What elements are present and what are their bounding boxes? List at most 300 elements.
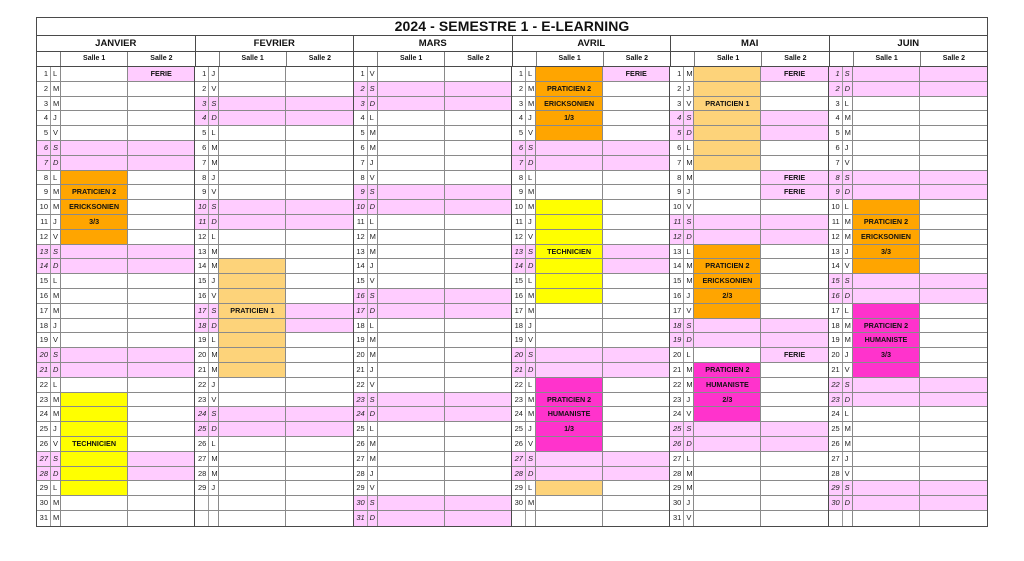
- salle-1-cell[interactable]: [60, 111, 127, 125]
- salle-1-cell[interactable]: [693, 111, 760, 125]
- salle-2-cell[interactable]: [127, 422, 194, 436]
- salle-1-cell[interactable]: 2/3: [693, 393, 760, 407]
- salle-2-cell[interactable]: [919, 200, 987, 214]
- salle-1-cell[interactable]: [535, 467, 602, 481]
- salle-2-cell[interactable]: [285, 230, 352, 244]
- salle-2-cell[interactable]: [127, 407, 194, 421]
- salle-1-cell[interactable]: [852, 378, 920, 392]
- salle-2-cell[interactable]: [127, 97, 194, 111]
- salle-2-cell[interactable]: [285, 437, 352, 451]
- salle-2-cell[interactable]: [760, 407, 827, 421]
- salle-1-cell[interactable]: [852, 111, 920, 125]
- salle-1-cell[interactable]: [377, 245, 444, 259]
- salle-1-cell[interactable]: [218, 200, 285, 214]
- salle-1-cell[interactable]: [693, 156, 760, 170]
- salle-1-cell[interactable]: ERICKSONIEN: [60, 200, 127, 214]
- salle-2-cell[interactable]: [602, 245, 669, 259]
- salle-2-cell[interactable]: [602, 259, 669, 273]
- salle-2-cell[interactable]: [444, 407, 511, 421]
- salle-1-cell[interactable]: [535, 348, 602, 362]
- salle-2-cell[interactable]: [602, 481, 669, 495]
- salle-1-cell[interactable]: [693, 452, 760, 466]
- salle-1-cell[interactable]: [218, 141, 285, 155]
- salle-2-cell[interactable]: [127, 511, 194, 526]
- salle-1-cell[interactable]: [218, 378, 285, 392]
- salle-1-cell[interactable]: [377, 171, 444, 185]
- salle-2-cell[interactable]: [602, 156, 669, 170]
- salle-2-cell[interactable]: [285, 111, 352, 125]
- salle-2-cell[interactable]: [444, 511, 511, 526]
- salle-2-cell[interactable]: [285, 452, 352, 466]
- salle-1-cell[interactable]: [218, 467, 285, 481]
- salle-1-cell[interactable]: PRATICIEN 2: [693, 259, 760, 273]
- salle-1-cell[interactable]: [377, 259, 444, 273]
- salle-1-cell[interactable]: [60, 171, 127, 185]
- salle-2-cell[interactable]: [127, 156, 194, 170]
- salle-2-cell[interactable]: [444, 496, 511, 510]
- salle-2-cell[interactable]: [602, 304, 669, 318]
- salle-2-cell[interactable]: [444, 363, 511, 377]
- salle-1-cell[interactable]: [852, 67, 920, 81]
- salle-2-cell[interactable]: [760, 333, 827, 347]
- salle-1-cell[interactable]: [377, 319, 444, 333]
- salle-2-cell[interactable]: [444, 111, 511, 125]
- salle-2-cell[interactable]: [760, 437, 827, 451]
- salle-1-cell[interactable]: [377, 97, 444, 111]
- salle-2-cell[interactable]: [919, 111, 987, 125]
- salle-1-cell[interactable]: [60, 348, 127, 362]
- salle-1-cell[interactable]: [852, 97, 920, 111]
- salle-2-cell[interactable]: [285, 141, 352, 155]
- salle-1-cell[interactable]: [693, 215, 760, 229]
- salle-2-cell[interactable]: [127, 259, 194, 273]
- salle-1-cell[interactable]: [218, 259, 285, 273]
- salle-2-cell[interactable]: [444, 185, 511, 199]
- salle-2-cell[interactable]: [444, 452, 511, 466]
- salle-2-cell[interactable]: [285, 156, 352, 170]
- salle-1-cell[interactable]: [535, 333, 602, 347]
- salle-2-cell[interactable]: [444, 156, 511, 170]
- salle-1-cell[interactable]: HUMANISTE: [693, 378, 760, 392]
- salle-2-cell[interactable]: [127, 333, 194, 347]
- salle-2-cell[interactable]: [127, 274, 194, 288]
- salle-2-cell[interactable]: [760, 156, 827, 170]
- salle-2-cell[interactable]: [285, 422, 352, 436]
- salle-2-cell[interactable]: [602, 215, 669, 229]
- salle-2-cell[interactable]: [127, 200, 194, 214]
- salle-1-cell[interactable]: 3/3: [60, 215, 127, 229]
- salle-1-cell[interactable]: [377, 407, 444, 421]
- salle-1-cell[interactable]: [852, 304, 920, 318]
- salle-2-cell[interactable]: [127, 171, 194, 185]
- salle-2-cell[interactable]: [919, 171, 987, 185]
- salle-1-cell[interactable]: [693, 511, 760, 526]
- salle-2-cell[interactable]: [602, 141, 669, 155]
- salle-2-cell[interactable]: [760, 215, 827, 229]
- salle-1-cell[interactable]: [218, 215, 285, 229]
- salle-2-cell[interactable]: [127, 363, 194, 377]
- salle-2-cell[interactable]: [760, 496, 827, 510]
- salle-1-cell[interactable]: [218, 511, 285, 526]
- salle-1-cell[interactable]: [60, 363, 127, 377]
- salle-2-cell[interactable]: [602, 185, 669, 199]
- salle-2-cell[interactable]: [602, 171, 669, 185]
- salle-2-cell[interactable]: [919, 82, 987, 96]
- salle-1-cell[interactable]: [535, 481, 602, 495]
- salle-1-cell[interactable]: [852, 393, 920, 407]
- salle-2-cell[interactable]: FERIE: [760, 67, 827, 81]
- salle-2-cell[interactable]: [919, 348, 987, 362]
- salle-2-cell[interactable]: [760, 274, 827, 288]
- salle-1-cell[interactable]: [60, 422, 127, 436]
- salle-1-cell[interactable]: [535, 378, 602, 392]
- salle-2-cell[interactable]: [444, 481, 511, 495]
- salle-2-cell[interactable]: [127, 215, 194, 229]
- salle-2-cell[interactable]: [444, 215, 511, 229]
- salle-2-cell[interactable]: [127, 82, 194, 96]
- salle-2-cell[interactable]: [760, 393, 827, 407]
- salle-2-cell[interactable]: [285, 289, 352, 303]
- salle-1-cell[interactable]: [693, 230, 760, 244]
- salle-1-cell[interactable]: 2/3: [693, 289, 760, 303]
- salle-1-cell[interactable]: [218, 171, 285, 185]
- salle-2-cell[interactable]: [127, 348, 194, 362]
- salle-2-cell[interactable]: [760, 245, 827, 259]
- salle-2-cell[interactable]: [919, 230, 987, 244]
- salle-2-cell[interactable]: [285, 407, 352, 421]
- salle-1-cell[interactable]: [60, 393, 127, 407]
- salle-2-cell[interactable]: [919, 363, 987, 377]
- salle-1-cell[interactable]: [60, 230, 127, 244]
- salle-2-cell[interactable]: [127, 245, 194, 259]
- salle-1-cell[interactable]: [535, 141, 602, 155]
- salle-1-cell[interactable]: [377, 215, 444, 229]
- salle-1-cell[interactable]: [535, 185, 602, 199]
- salle-2-cell[interactable]: [127, 378, 194, 392]
- salle-2-cell[interactable]: [127, 481, 194, 495]
- salle-2-cell[interactable]: [285, 378, 352, 392]
- salle-2-cell[interactable]: [602, 378, 669, 392]
- salle-1-cell[interactable]: [377, 200, 444, 214]
- salle-1-cell[interactable]: [535, 452, 602, 466]
- salle-1-cell[interactable]: [535, 496, 602, 510]
- salle-2-cell[interactable]: [602, 82, 669, 96]
- salle-2-cell[interactable]: [285, 200, 352, 214]
- salle-2-cell[interactable]: [444, 230, 511, 244]
- salle-1-cell[interactable]: [693, 304, 760, 318]
- salle-2-cell[interactable]: [285, 496, 352, 510]
- salle-1-cell[interactable]: [377, 141, 444, 155]
- salle-1-cell[interactable]: [218, 111, 285, 125]
- salle-2-cell[interactable]: [760, 319, 827, 333]
- salle-2-cell[interactable]: FERIE: [602, 67, 669, 81]
- salle-1-cell[interactable]: [693, 422, 760, 436]
- salle-1-cell[interactable]: [535, 259, 602, 273]
- salle-2-cell[interactable]: [602, 496, 669, 510]
- salle-2-cell[interactable]: [127, 230, 194, 244]
- salle-2-cell[interactable]: [285, 319, 352, 333]
- salle-1-cell[interactable]: [377, 111, 444, 125]
- salle-2-cell[interactable]: [919, 452, 987, 466]
- salle-2-cell[interactable]: FERIE: [760, 171, 827, 185]
- salle-1-cell[interactable]: [60, 452, 127, 466]
- salle-1-cell[interactable]: [852, 511, 920, 526]
- salle-1-cell[interactable]: [60, 245, 127, 259]
- salle-2-cell[interactable]: [444, 141, 511, 155]
- salle-1-cell[interactable]: [377, 289, 444, 303]
- salle-2-cell[interactable]: [919, 437, 987, 451]
- salle-1-cell[interactable]: [218, 185, 285, 199]
- salle-2-cell[interactable]: [760, 289, 827, 303]
- salle-2-cell[interactable]: [127, 467, 194, 481]
- salle-2-cell[interactable]: [127, 141, 194, 155]
- salle-1-cell[interactable]: [377, 481, 444, 495]
- salle-1-cell[interactable]: [852, 481, 920, 495]
- salle-2-cell[interactable]: [919, 496, 987, 510]
- salle-2-cell[interactable]: [127, 304, 194, 318]
- salle-2-cell[interactable]: [760, 111, 827, 125]
- salle-1-cell[interactable]: [693, 200, 760, 214]
- salle-1-cell[interactable]: [693, 407, 760, 421]
- salle-1-cell[interactable]: [693, 82, 760, 96]
- salle-2-cell[interactable]: [285, 185, 352, 199]
- salle-2-cell[interactable]: [602, 333, 669, 347]
- salle-2-cell[interactable]: [285, 333, 352, 347]
- salle-1-cell[interactable]: [218, 481, 285, 495]
- salle-1-cell[interactable]: PRATICIEN 1: [218, 304, 285, 318]
- salle-1-cell[interactable]: [60, 259, 127, 273]
- salle-1-cell[interactable]: [218, 319, 285, 333]
- salle-1-cell[interactable]: [535, 126, 602, 140]
- salle-2-cell[interactable]: [444, 393, 511, 407]
- salle-1-cell[interactable]: [535, 200, 602, 214]
- salle-2-cell[interactable]: [127, 126, 194, 140]
- salle-1-cell[interactable]: [60, 274, 127, 288]
- salle-1-cell[interactable]: [218, 422, 285, 436]
- salle-1-cell[interactable]: [852, 274, 920, 288]
- salle-2-cell[interactable]: [127, 437, 194, 451]
- salle-1-cell[interactable]: [693, 496, 760, 510]
- salle-2-cell[interactable]: [919, 333, 987, 347]
- salle-2-cell[interactable]: [444, 245, 511, 259]
- salle-2-cell[interactable]: [127, 289, 194, 303]
- salle-2-cell[interactable]: [919, 126, 987, 140]
- salle-1-cell[interactable]: [852, 289, 920, 303]
- salle-1-cell[interactable]: [60, 333, 127, 347]
- salle-1-cell[interactable]: [852, 156, 920, 170]
- salle-2-cell[interactable]: [602, 274, 669, 288]
- salle-1-cell[interactable]: [60, 126, 127, 140]
- salle-1-cell[interactable]: [693, 481, 760, 495]
- salle-2-cell[interactable]: [285, 126, 352, 140]
- salle-2-cell[interactable]: [919, 481, 987, 495]
- salle-2-cell[interactable]: [127, 185, 194, 199]
- salle-2-cell[interactable]: [760, 304, 827, 318]
- salle-1-cell[interactable]: [60, 289, 127, 303]
- salle-2-cell[interactable]: [285, 274, 352, 288]
- salle-2-cell[interactable]: [760, 422, 827, 436]
- salle-1-cell[interactable]: [377, 304, 444, 318]
- salle-2-cell[interactable]: [602, 126, 669, 140]
- salle-1-cell[interactable]: [377, 452, 444, 466]
- salle-1-cell[interactable]: [218, 348, 285, 362]
- salle-1-cell[interactable]: TECHNICIEN: [60, 437, 127, 451]
- salle-1-cell[interactable]: [218, 67, 285, 81]
- salle-1-cell[interactable]: [218, 245, 285, 259]
- salle-1-cell[interactable]: [377, 333, 444, 347]
- salle-2-cell[interactable]: [127, 111, 194, 125]
- salle-1-cell[interactable]: PRATICIEN 2: [852, 215, 920, 229]
- salle-1-cell[interactable]: [535, 437, 602, 451]
- salle-1-cell[interactable]: [693, 141, 760, 155]
- salle-1-cell[interactable]: [218, 230, 285, 244]
- salle-2-cell[interactable]: [285, 363, 352, 377]
- salle-2-cell[interactable]: [919, 422, 987, 436]
- salle-2-cell[interactable]: [602, 511, 669, 526]
- salle-1-cell[interactable]: PRATICIEN 2: [693, 363, 760, 377]
- salle-2-cell[interactable]: [760, 363, 827, 377]
- salle-2-cell[interactable]: [919, 215, 987, 229]
- salle-1-cell[interactable]: [377, 467, 444, 481]
- salle-1-cell[interactable]: [60, 82, 127, 96]
- salle-1-cell[interactable]: PRATICIEN 1: [693, 97, 760, 111]
- salle-2-cell[interactable]: FERIE: [760, 348, 827, 362]
- salle-1-cell[interactable]: [377, 67, 444, 81]
- salle-1-cell[interactable]: [218, 289, 285, 303]
- salle-2-cell[interactable]: [919, 97, 987, 111]
- salle-1-cell[interactable]: 3/3: [852, 245, 920, 259]
- salle-1-cell[interactable]: [377, 393, 444, 407]
- salle-1-cell[interactable]: [218, 274, 285, 288]
- salle-1-cell[interactable]: [377, 363, 444, 377]
- salle-1-cell[interactable]: [852, 126, 920, 140]
- salle-1-cell[interactable]: [218, 363, 285, 377]
- salle-2-cell[interactable]: [285, 259, 352, 273]
- salle-1-cell[interactable]: 1/3: [535, 111, 602, 125]
- salle-1-cell[interactable]: [693, 437, 760, 451]
- salle-2-cell[interactable]: [444, 437, 511, 451]
- salle-1-cell[interactable]: [60, 319, 127, 333]
- salle-1-cell[interactable]: [535, 215, 602, 229]
- salle-2-cell[interactable]: [919, 185, 987, 199]
- salle-2-cell[interactable]: [602, 452, 669, 466]
- salle-2-cell[interactable]: [760, 481, 827, 495]
- salle-2-cell[interactable]: [760, 97, 827, 111]
- salle-1-cell[interactable]: [535, 67, 602, 81]
- salle-2-cell[interactable]: [285, 304, 352, 318]
- salle-1-cell[interactable]: [218, 407, 285, 421]
- salle-1-cell[interactable]: [852, 467, 920, 481]
- salle-2-cell[interactable]: [285, 215, 352, 229]
- salle-2-cell[interactable]: [919, 289, 987, 303]
- salle-2-cell[interactable]: [127, 452, 194, 466]
- salle-1-cell[interactable]: [60, 407, 127, 421]
- salle-2-cell[interactable]: [444, 200, 511, 214]
- salle-1-cell[interactable]: [60, 97, 127, 111]
- salle-2-cell[interactable]: [285, 511, 352, 526]
- salle-1-cell[interactable]: [377, 185, 444, 199]
- salle-2-cell[interactable]: [919, 304, 987, 318]
- salle-1-cell[interactable]: [535, 511, 602, 526]
- salle-2-cell[interactable]: [602, 467, 669, 481]
- salle-2-cell[interactable]: [602, 230, 669, 244]
- salle-2-cell[interactable]: [760, 378, 827, 392]
- salle-1-cell[interactable]: [535, 230, 602, 244]
- salle-1-cell[interactable]: [218, 393, 285, 407]
- salle-1-cell[interactable]: [377, 348, 444, 362]
- salle-1-cell[interactable]: [218, 156, 285, 170]
- salle-1-cell[interactable]: 3/3: [852, 348, 920, 362]
- salle-1-cell[interactable]: [535, 289, 602, 303]
- salle-1-cell[interactable]: [377, 156, 444, 170]
- salle-2-cell[interactable]: [919, 319, 987, 333]
- salle-2-cell[interactable]: [444, 467, 511, 481]
- salle-2-cell[interactable]: [444, 422, 511, 436]
- salle-2-cell[interactable]: [444, 82, 511, 96]
- salle-2-cell[interactable]: [602, 200, 669, 214]
- salle-1-cell[interactable]: ERICKSONIEN: [693, 274, 760, 288]
- salle-1-cell[interactable]: [377, 230, 444, 244]
- salle-1-cell[interactable]: [377, 496, 444, 510]
- salle-1-cell[interactable]: [852, 437, 920, 451]
- salle-2-cell[interactable]: [919, 259, 987, 273]
- salle-1-cell[interactable]: [852, 452, 920, 466]
- salle-1-cell[interactable]: [60, 378, 127, 392]
- salle-2-cell[interactable]: FERIE: [760, 185, 827, 199]
- salle-1-cell[interactable]: [693, 245, 760, 259]
- salle-1-cell[interactable]: [852, 259, 920, 273]
- salle-1-cell[interactable]: HUMANISTE: [535, 407, 602, 421]
- salle-1-cell[interactable]: [852, 185, 920, 199]
- salle-2-cell[interactable]: [444, 304, 511, 318]
- salle-1-cell[interactable]: [218, 437, 285, 451]
- salle-1-cell[interactable]: PRATICIEN 2: [60, 185, 127, 199]
- salle-2-cell[interactable]: [919, 274, 987, 288]
- salle-1-cell[interactable]: [535, 274, 602, 288]
- salle-1-cell[interactable]: [535, 171, 602, 185]
- salle-1-cell[interactable]: [535, 319, 602, 333]
- salle-1-cell[interactable]: [60, 156, 127, 170]
- salle-2-cell[interactable]: [602, 97, 669, 111]
- salle-2-cell[interactable]: [127, 496, 194, 510]
- salle-2-cell[interactable]: [285, 245, 352, 259]
- salle-2-cell[interactable]: [602, 393, 669, 407]
- salle-2-cell[interactable]: [919, 67, 987, 81]
- salle-2-cell[interactable]: [760, 141, 827, 155]
- salle-2-cell[interactable]: [444, 126, 511, 140]
- salle-2-cell[interactable]: [919, 511, 987, 526]
- salle-1-cell[interactable]: [377, 82, 444, 96]
- salle-2-cell[interactable]: [602, 289, 669, 303]
- salle-2-cell[interactable]: [285, 393, 352, 407]
- salle-2-cell[interactable]: [919, 245, 987, 259]
- salle-2-cell[interactable]: [602, 363, 669, 377]
- salle-1-cell[interactable]: [60, 496, 127, 510]
- salle-1-cell[interactable]: [693, 171, 760, 185]
- salle-1-cell[interactable]: [218, 126, 285, 140]
- salle-1-cell[interactable]: TECHNICIEN: [535, 245, 602, 259]
- salle-2-cell[interactable]: [444, 289, 511, 303]
- salle-2-cell[interactable]: [444, 319, 511, 333]
- salle-2-cell[interactable]: [285, 481, 352, 495]
- salle-1-cell[interactable]: [535, 363, 602, 377]
- salle-2-cell[interactable]: FERIE: [127, 67, 194, 81]
- salle-2-cell[interactable]: [919, 393, 987, 407]
- salle-2-cell[interactable]: [444, 274, 511, 288]
- salle-2-cell[interactable]: [919, 378, 987, 392]
- salle-2-cell[interactable]: [444, 67, 511, 81]
- salle-1-cell[interactable]: [218, 452, 285, 466]
